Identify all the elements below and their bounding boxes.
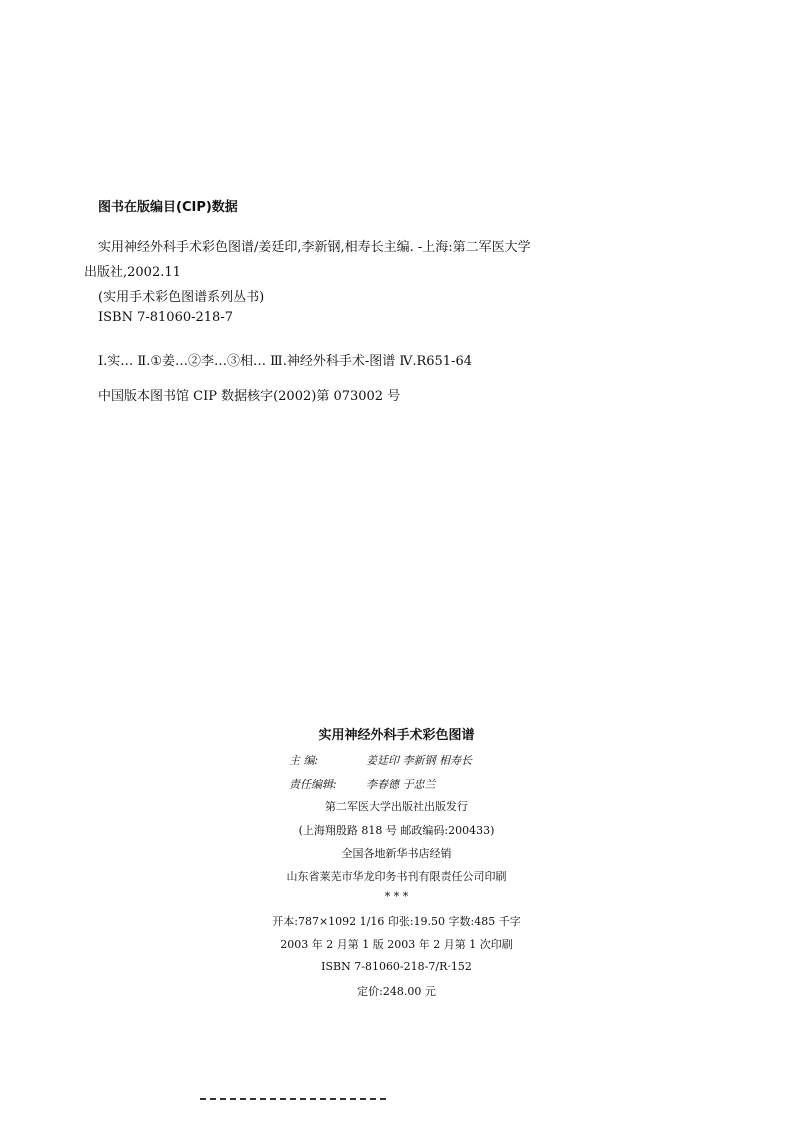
separator-stars: * * * [384,890,409,903]
cip-title-line: 实用神经外科手术彩色图谱/姜廷印,李新钢,相寿长主编. -上海:第二军医大学 [98,240,531,255]
footer-rule [200,1098,386,1100]
book-title: 实用神经外科手术彩色图谱 [318,728,475,743]
responsible-editors-names: 李春德 于忠兰 [366,778,436,791]
publisher-line: 第二军医大学出版社出版发行 [325,800,468,813]
cip-classification-line: Ⅰ.实… Ⅱ.①姜…②李…③相… Ⅲ.神经外科手术-图谱 Ⅳ.R651-64 [98,354,473,369]
cip-publisher-line: 出版社,2002.11 [84,265,181,280]
cip-isbn-line: ISBN 7-81060-218-7 [98,310,233,325]
price-line: 定价:248.00 元 [357,985,436,998]
editors-names: 姜廷印 李新钢 相寿长 [366,754,472,767]
isbn-full-line: ISBN 7-81060-218-7/R·152 [321,960,472,973]
address-line: (上海翔殷路 818 号 邮政编码:200433) [298,824,495,837]
cip-series-line: (实用手术彩色图谱系列丛书) [98,290,265,305]
edition-line: 2003 年 2 月第 1 版 2003 年 2 月第 1 次印刷 [280,938,513,951]
cip-heading: 图书在版编目(CIP)数据 [98,200,238,215]
responsible-editors-label: 责任编辑: [289,778,337,791]
distributor-line: 全国各地新华书店经销 [341,847,452,860]
editors-label: 主 编: [289,754,319,767]
cip-record-line: 中国版本图书馆 CIP 数据核字(2002)第 073002 号 [98,389,401,404]
printer-line: 山东省莱芜市华龙印务书刊有限责任公司印刷 [286,870,507,883]
specs-line: 开本:787×1092 1/16 印张:19.50 字数:485 千字 [272,915,521,928]
